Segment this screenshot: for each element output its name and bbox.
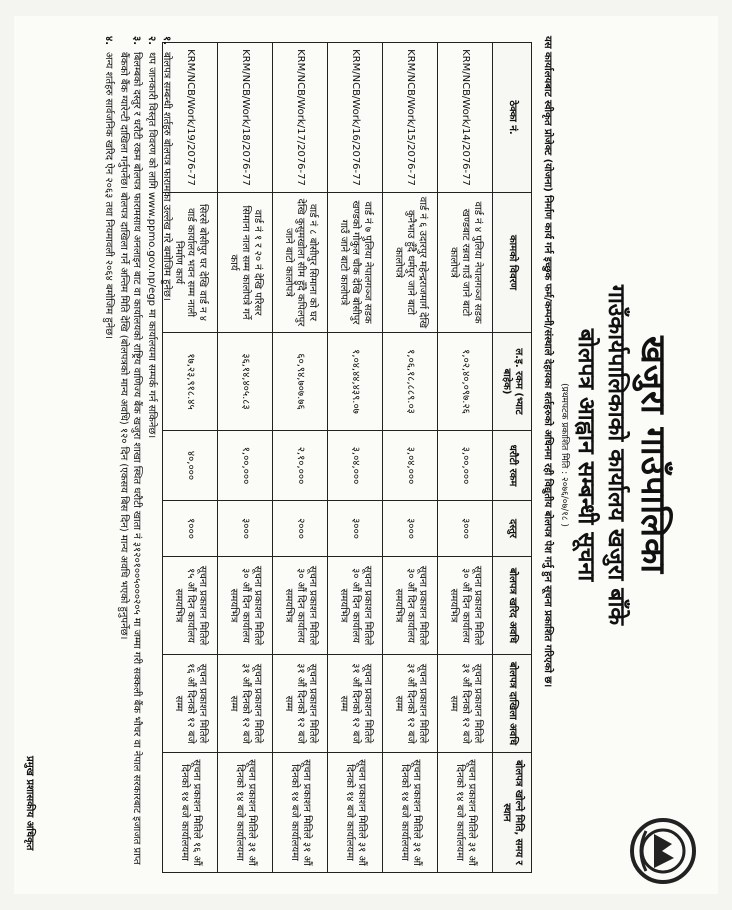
signature-line: प्रमुख प्रशासकीय अधिकृत [24,756,35,851]
note-text: अन्य शर्तहरु सार्वजनिक खरिद ऐन २०६३ तथा नियमावली २०६४ बमोजिम हुनेछ। [103,52,114,340]
col-header: बोलपत्र खरिद अवधि [493,557,532,655]
office-subtitle: गाउँकार्यपालिकाको कार्यालय खजुरा बाँके [603,284,629,626]
table-row [383,43,438,873]
contract-no-cell: KRM/NCB/Work/19/2076-77 [163,43,218,193]
estimate-cell: १७,२३,९१८.४५ [163,333,218,431]
opening-cell: सूचना प्रकाशन मितिले ३१ औं दिनको १४ बजे कार्यालयमा [383,753,438,873]
col-header: कामको विवरण [493,193,532,333]
estimate-cell: १,०२,४०,०९७.२६ [438,333,493,431]
purchase-period-cell: सूचना प्रकाशन मितिले ३० औं दिन कार्यालय समयभित्र [218,557,273,655]
purchase-period-cell: सूचना प्रकाशन मितिले ३० औं दिन कार्यालय समयभित्र [438,557,493,655]
description-cell: वार्ड नं ८ बोसीपुर सिमाना को घर देखि कुसुमखोला सीम हुँदै कपिलपुर जाने बाटो कालोपत्रे [273,193,328,333]
table-header-row [493,43,532,873]
note-number: १. [161,36,172,45]
estimate-cell: १,०६,१८,८८९.०३ [383,333,438,431]
deposit-cell: १,००,००० [218,431,273,501]
fee-cell: ३००० [328,501,383,557]
note-text: थप जानकारी विस्तृत विवरण को लागि www.ppmo.gov.np/egp मा कार्यालयमा सम्पर्क गर्न सकिनेछ। [146,52,157,439]
note-text: बिलम्बको दस्तुर र धरौटी रकम बोलपत्र फारामसाथ अनलाइन बाट वा कार्यालयको राष्ट्रिय वाणिज्य बैंक खजुरा शाखा स्थित धरौटी खाता नं ३१२०१००५०००२०५ मा जम्मा गरी सक्कली बैंक भौचर वा नेपाल सरकारबाट इजाजत प्राप्त बैंकको बैंक ग्यारेन्टी दाखिला गर्नुपर्नेछ। बोलपत्र दाखिला गर्ने अन्तिम मिति देखि (बोलपत्रको मान्य अवधि) १२० दिन (एकसय बिस दिन) मान्य अवधि भएको हुनुपर्नेछ। [118,52,142,865]
contract-no-cell: KRM/NCB/Work/14/2076-77 [438,43,493,193]
estimate-cell: १,०४,४४,४३९.०७ [328,333,383,431]
opening-cell: सूचना प्रकाशन मितिले १६ औं दिनको १४ बजे कार्यालयमा [163,753,218,873]
purchase-period-cell: सूचना प्रकाशन मितिले ३० औं दिन कार्यालय समयभित्र [383,557,438,655]
notes-section [100,36,173,881]
contract-no-cell: KRM/NCB/Work/18/2076-77 [218,43,273,193]
bid-table [162,42,532,873]
description-cell: वार्ड नं ६ उदारपुर महेन्द्रराजमार्ग देखि कुनैभाउ हुँदै धर्मपुर जाने बाटो कालोपत्रे [383,193,438,333]
intro-paragraph: यस कार्यालयबाट स्वीकृत प्रोजेक्ट (योजना) निर्माण कार्य गर्न इच्छुक फर्म/कम्पनी/संस्थाले देहायका शर्तहरुको अधिनमा रही विद्युतीय बोलपत्र पेश गर्नु हुन सूचना प्रकाशित गरिएको छ। [542,36,553,688]
note-number: २. [146,36,157,45]
fee-cell: २००० [273,501,328,557]
table-row [438,43,493,873]
notice-title: बोलपत्र आह्वान सम्बन्धी सूचना [573,328,599,582]
submission-period-cell: सूचना प्रकाशन मितिले १६ औं दिनको १२ बजे सम्म [163,655,218,753]
col-header: धरौटी रकम [493,431,532,501]
deposit-cell: ३,०४,००० [328,431,383,501]
submission-period-cell: सूचना प्रकाशन मितिले ३१ औं दिनको १२ बजे सम्म [218,655,273,753]
col-header: ल.इ. रकम (भ्याट बाहेक) [493,333,532,431]
deposit-cell: २,१०,००० [273,431,328,501]
opening-cell: सूचना प्रकाशन मितिले ३१ औं दिनको १४ बजे कार्यालयमा [438,753,493,873]
fee-cell: ३००० [438,501,493,557]
contract-no-cell: KRM/NCB/Work/15/2076-77 [383,43,438,193]
note-item [102,36,115,881]
submission-period-cell: सूचना प्रकाशन मितिले ३१ औं दिनको १२ बजे सम्म [383,655,438,753]
deposit-cell: ३,०४,००० [383,431,438,501]
col-header: दस्तुर [493,501,532,557]
fee-cell: ३००० [218,501,273,557]
purchase-period-cell: सूचना प्रकाशन मितिले ३० औं दिन कार्यालय समयभित्र [273,557,328,655]
table-row [273,43,328,873]
description-cell: वार्ड नं ७ पुलिया नेपालगञ्ज सडक खण्डको गोकुल चौक देखि बोसीपुर गाउँ जाने बाटो कालोपत्रे [328,193,383,333]
description-cell: सिरसे बोसीपुर घर देखि वार्ड न ४ वार्ड कार्यालय भवन सम्म नाली निर्माण कार्य [163,193,218,333]
contract-no-cell: KRM/NCB/Work/16/2076-77 [328,43,383,193]
description-cell: वार्ड नं १ र २० नं देखि परिसर सिमाना नाला सम्म कालोपत्रे गर्ने कार्य [218,193,273,333]
col-header: ठेक्का नं. [493,43,532,193]
deposit-cell: ४०,००० [163,431,218,501]
submission-period-cell: सूचना प्रकाशन मितिले ३१ औं दिनको १२ बजे सम्म [438,655,493,753]
contract-no-cell: KRM/NCB/Work/17/2076-77 [273,43,328,193]
note-number: ४. [103,36,114,45]
opening-cell: सूचना प्रकाशन मितिले ३१ औं दिनको १४ बजे कार्यालयमा [273,753,328,873]
opening-cell: सूचना प्रकाशन मितिले ३१ औं दिनको १४ बजे कार्यालयमा [218,753,273,873]
col-header: बोलपत्र दाखिला अवधि [493,655,532,753]
estimate-cell: ६०,९४,७०७.७६ [273,333,328,431]
deposit-cell: ३,००,००० [438,431,493,501]
submission-period-cell: सूचना प्रकाशन मितिले ३१ औं दिनको १२ बजे सम्म [273,655,328,753]
submission-period-cell: सूचना प्रकाशन मितिले ३१ औं दिनको १२ बजे सम्म [328,655,383,753]
note-item [117,36,143,881]
notice-paper [14,16,718,894]
fee-cell: ३००० [383,501,438,557]
description-cell: वार्ड नं ४ पुलिया नेपालगञ्ज सडक खण्डबाट रन्नवा गाउँ जाने बाटो कालोपत्रे [438,193,493,333]
table-row [328,43,383,873]
table-row [218,43,273,873]
note-item [145,36,158,881]
purchase-period-cell: सूचना प्रकाशन मितिले ३० औं दिन कार्यालय समयभित्र [328,557,383,655]
fee-cell: १००० [163,501,218,557]
publish-date: (प्रथमपटक प्रकाशित मिति : २०७६/०७/१८ ) [559,383,569,527]
note-item [160,36,173,881]
purchase-period-cell: सूचना प्रकाशन मितिले १५ औं दिन कार्यालय समयभित्र [163,557,218,655]
page-title: खजुरा गाउँपालिका [633,335,673,575]
note-number: ३. [131,36,142,45]
estimate-cell: ३६,१४,४०५.८३ [218,333,273,431]
opening-cell: सूचना प्रकाशन मितिले ३१ औं दिनको १४ बजे कार्यालयमा [328,753,383,873]
note-text: बोलपत्र सम्बन्धी शर्तहरु बोलपत्र फारामका उल्लेख गरे बमोजिम हुनेछ। [161,52,172,301]
col-header: बोलपत्र खोल्ने मिति, समय र स्थान [493,753,532,873]
